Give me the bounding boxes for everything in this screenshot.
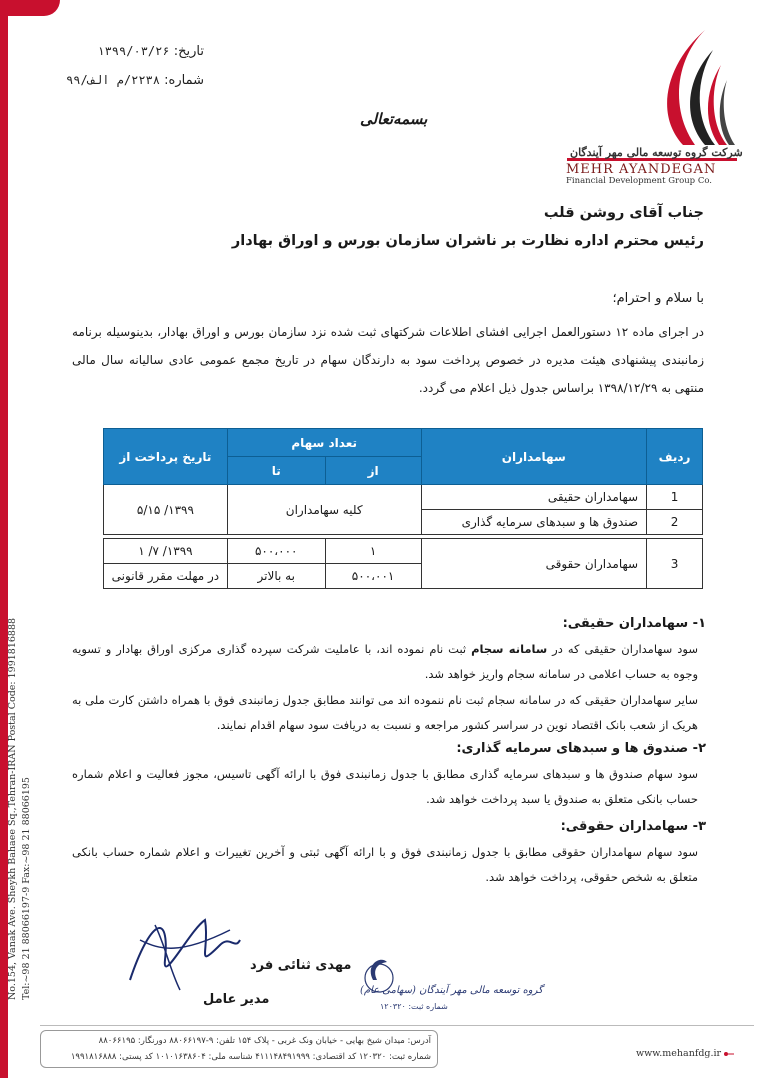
range-from: ۵۰۰،۰۰۱ — [325, 564, 421, 589]
section-title: ۱- سهامداران حقیقی: — [562, 616, 706, 631]
sections — [72, 616, 704, 891]
signatory-name: مهدی ثنائی فرد — [250, 958, 352, 973]
section-title: ۲- صندوق ها و سبدهای سرمایه گذاری: — [456, 741, 706, 756]
header-to: تا — [227, 457, 325, 485]
section-body: سود سهام سهامداران حقوقی مطابق با جدول زمانبندی فوق و با ارائه آگهی ثبتی و آخرین تغییرات و اعلام شماره حساب بانکی متعلق به شخص حقوقی، پرداخت خواهد شد. — [72, 845, 698, 884]
section-text: ثبت نام نموده اند، با عاملیت شرکت سپرده گذاری مرکزی اوراق بهادار و تسویه وجوه به حساب اعلامی در سامانه سجام واریز خواهد شد. — [72, 642, 698, 681]
number-label: شماره: — [164, 73, 204, 88]
addressee-title: رئیس محترم اداره نظارت بر ناشران سازمان بورس و اوراق بهادار — [231, 233, 704, 249]
header-pay-date: تاریخ پرداخت از — [104, 429, 228, 485]
row-holder: سهامداران حقوقی — [421, 539, 647, 589]
row-num: 2 — [647, 510, 703, 535]
logo-name-fa: شرکت گروه توسعه مالی مهر آیندگان — [570, 146, 743, 159]
section-text: سود سهامداران حقیقی که در — [547, 642, 698, 656]
header-from: از — [325, 457, 421, 485]
section-body: سایر سهامداران حقیقی که در سامانه سجام ثبت نام ننموده اند می توانند مطابق جدول زمانبندی فوق با همراه داشتن کارت ملی به هریک از شعب بانک اقتصاد نوین در سراسر کشور مراجعه و نسبت به دریافت سود سهام اقدام نمایند. — [72, 693, 698, 732]
row-num: 1 — [647, 485, 703, 510]
shared-range: کلیه سهامداران — [227, 485, 421, 535]
range-from: ۱ — [325, 539, 421, 564]
vertical-address-block — [6, 617, 36, 1000]
logo-name-en: MEHR AYANDEGAN — [566, 162, 717, 177]
stamp-reg: شماره ثبت: ۱۲۰۳۲۰ — [380, 1002, 448, 1011]
phone-en: Tel:~98 21 88066197-9 Fax:~98 21 88066195 — [21, 777, 32, 1000]
signature-scribble — [110, 900, 250, 1000]
table-row — [104, 485, 703, 510]
section-title: ۳- سهامداران حقوقی: — [560, 819, 706, 834]
letter-meta — [24, 44, 204, 102]
table-row — [104, 539, 703, 564]
date-line — [24, 44, 204, 59]
row-holder: صندوق ها و سبدهای سرمایه گذاری — [421, 510, 647, 535]
range-to: ۵۰۰،۰۰۰ — [227, 539, 325, 564]
header-row-num: ردیف — [647, 429, 703, 485]
signatory-title: مدیر عامل — [203, 992, 270, 1007]
arrow-icon — [724, 1050, 734, 1058]
date-label: تاریخ: — [173, 44, 204, 59]
addressee-name: جناب آقای روشن قلب — [543, 205, 704, 221]
range-to: به بالاتر — [227, 564, 325, 589]
date-value: ۱۳۹۹/۰۳/۲۶ — [97, 44, 170, 58]
row-num: 3 — [647, 539, 703, 589]
row-holder: سهامداران حقیقی — [421, 485, 647, 510]
pay-date: در مهلت مقرر قانونی — [104, 564, 228, 589]
stamp-text: گروه توسعه مالی مهر آیندگان (سهامی عام) — [360, 985, 543, 996]
header-shares: تعداد سهام — [227, 429, 421, 457]
intro-paragraph: در اجرای ماده ۱۲ دستورالعمل اجرایی افشای اطلاعات شرکتهای ثبت شده نزد سازمان بورس و اوراق بهادار، بدینوسیله برنامه زمانبندی پیشنهادی هیئت مدیره در خصوص پرداخت سود به دارندگان سهام در تاریخ مجمع عمومی عادی سالیانه سال مالی منتهی به ۱۳۹۸/۱۲/۲۹ براساس جدول ذیل اعلام می گردد. — [72, 325, 704, 395]
logo-subtitle: Financial Development Group Co. — [566, 176, 712, 186]
number-line — [24, 73, 204, 88]
footer-registration: شماره ثبت: ۱۲۰۳۲۰ کد اقتصادی: ۴۱۱۱۴۸۴۹۱۹۹۹ شناسه ملی: ۱۰۱۰۱۶۳۸۶۰۴ کد پستی: ۱۹۹۱۸۱۶۸۸۸ — [70, 1052, 431, 1062]
footer-info — [40, 1030, 438, 1068]
greeting: با سلام و احترام؛ — [612, 291, 704, 306]
pay-date: ۱۳۹۹/ ۷/ ۱ — [104, 539, 228, 564]
section-body: سود سهام صندوق ها و سبدهای سرمایه گذاری مطابق با جدول زمانبندی فوق با ارائه آگهی تاسیس، مجوز فعالیت و اعلام شماره حساب بانکی متعلق به صندوق یا سبد پرداخت خواهد شد. — [72, 767, 698, 806]
website-link[interactable]: www.mehanfdg.ir — [636, 1048, 722, 1059]
shared-date: ۱۳۹۹/ ۵/۱۵ — [104, 485, 228, 535]
header-holders: سهامداران — [421, 429, 647, 485]
top-red-corner — [0, 0, 60, 16]
header-mark: بسمه‌تعالی — [360, 110, 428, 128]
footer-address: آدرس: میدان شیخ بهایی - خیابان ونک غربی - پلاک ۱۵۴ تلفن: ۹-۸۸۰۶۶۱۹۷ دورنگار: ۸۸۰۶۶۱۹۵ — [98, 1036, 431, 1046]
section-body — [72, 637, 704, 686]
distribution-table — [103, 428, 703, 589]
addressee — [232, 205, 704, 261]
sajam-system: سامانه سجام — [471, 642, 548, 656]
footer-divider — [40, 1025, 754, 1026]
address-en: No.154, Vanak Ave. Sheykh Bahaee Sq.,Tehran-IRAN Postal Code: 1991816888 — [7, 617, 18, 1000]
number-value: ۲۲۳۸/م الف/۹۹ — [66, 73, 161, 87]
